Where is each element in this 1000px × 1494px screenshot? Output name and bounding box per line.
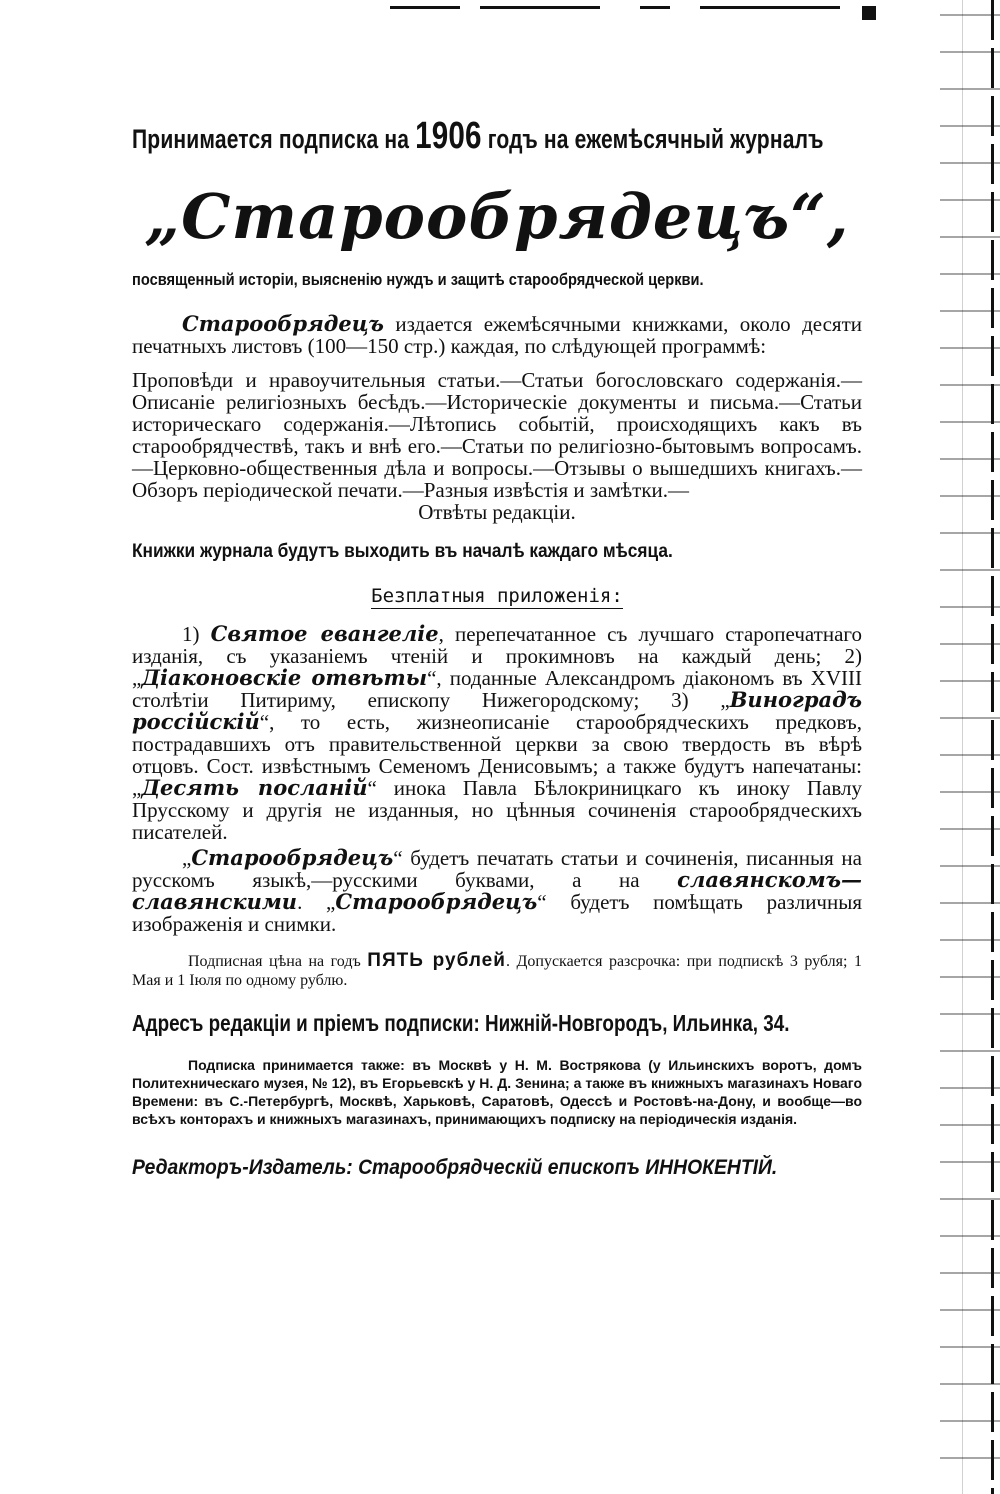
top-scan-dash (640, 6, 670, 9)
price-text: Подписная цѣна на годъ (188, 953, 368, 970)
top-scan-dash (700, 6, 840, 9)
supplement-title: Святое евангеліе (210, 621, 439, 646)
text-run: . „ (297, 890, 336, 914)
supplements-heading (132, 583, 862, 609)
program-paragraph: Проповѣди и нравоучительныя статьи.—Статьи богословскаго содержанія.—Описаніе религіозныхъ бесѣдъ.—Историческіе документы и письма.—Статьи историческаго содержанія.—Лѣтопись событій, происходящихъ какъ въ старообрядчествѣ, такъ и внѣ его.—Статьи по религіозно-бытовымъ вопросамъ.—Церковно-общественныя дѣла и вопросы.—Отзывы о вышедшихъ книгахъ.—Обзоръ періодической печати.—Разныя извѣстія и замѣтки.— (132, 368, 862, 502)
program-last-line: Отвѣты редакціи. (418, 500, 576, 524)
slavonic-phrase: славянскомъ—славянскими (132, 867, 862, 914)
headline-year: 1906 (415, 115, 482, 157)
intro-text: издается ежемѣсячными книжками, около десяти печатныхъ листовъ (100—150 стр.) каждая, по слѣдующей программѣ: (132, 312, 862, 358)
supplements-heading-text: Безплатныя приложенія: (371, 585, 623, 607)
intro-paragraph (132, 313, 862, 357)
text-run: “ будетъ печатать статьи и сочиненія, писанныя на русскомъ языкѣ,—русскими буквами, а на (132, 846, 862, 892)
scan-edge-noise (940, 0, 1000, 1494)
text-run: 1) (182, 622, 211, 646)
text-run: “ инока Павла Бѣлокриницкаго къ иноку Павлу Прусскому и другія не изданныя, но цѣнныя сочиненія старообрядческихъ писателей. (132, 776, 862, 844)
text-run: “, то есть, жизнеописаніе старообрядческихъ предковъ, пострадавшихъ отъ правительственной церкви за свою твердость въ вѣрѣ отцовъ. Сост. извѣстнымъ Семеномъ Денисовымъ; а также будутъ напечатаны: „ (132, 710, 862, 800)
subscription-headline (132, 115, 865, 157)
other-subscription-points: Подписка принимается также: въ Москвѣ у Н. М. Вострякова (у Ильинскихъ воротъ, домъ Политехническаго музея, № 12), въ Егорьевскѣ у Н. Д. Зенина; а также въ книжныхъ магазинахъ Новаго Времени: въ С.-Петербургѣ, Москвѣ, Харьковѣ, Саратовѣ, Одессѣ и Ростовѣ-на-Дону, и вообще—во всѣхъ конторахъ и книжныхъ магазинахъ, принимающихъ подписку на періодическія изданія. (132, 1057, 862, 1127)
supplement-title: Десять посланій (141, 775, 368, 800)
price-amount: ПЯТЬ рублей (367, 950, 506, 971)
top-scan-dash (390, 6, 460, 9)
text-run: “, поданные Александромъ діакономъ въ XVIII столѣтіи Питириму, епископу Нижегородскому; 3) „ (132, 666, 862, 712)
text-run: , перепечатанное съ лучшаго старопечатнаго изданія, съ указаніемъ чтеній и прокимновъ на каждый день; 2) „ (132, 622, 862, 690)
text-run: “ будетъ помѣщать различныя изображенія и снимки. (132, 890, 862, 936)
supplement-title: Діаконовскіе отвѣты (141, 665, 428, 690)
top-scan-dash (862, 6, 876, 20)
text-run: „ (182, 846, 192, 870)
journal-masthead: „Старообрядецъ“, (144, 180, 850, 253)
editorial-address: Адресъ редакціи и пріемъ подписки: Нижній-Новгородъ, Ильинка, 34. (132, 1010, 790, 1036)
books-schedule-note: Книжки журнала будутъ выходить въ началѣ каждаго мѣсяца. (132, 541, 673, 562)
document-content (132, 115, 862, 1182)
journal-dedication: посвященный исторіи, выясненію нуждъ и защитѣ старообрядческой церкви. (132, 270, 704, 289)
language-paragraph (132, 847, 862, 935)
headline-text-start: Принимается подписка на (132, 124, 410, 154)
journal-name: Старообрядецъ (335, 889, 538, 914)
supplement-title: Виноградъ россійскій (132, 687, 862, 734)
journal-name: Старообрядецъ (191, 845, 394, 870)
editor-publisher-line: Редакторъ-Издатель: Старообрядческій епископъ ИННОКЕНТІЙ. (132, 1156, 778, 1179)
price-text: . Допускается разсрочка: при подпискѣ 3 рубля; 1 Мая и 1 Іюля по одному рублю. (132, 953, 862, 989)
supplements-paragraph (132, 623, 862, 843)
journal-name: Старообрядецъ (182, 311, 384, 336)
headline-text-end: годъ на ежемѣсячный журналъ (487, 124, 824, 154)
top-scan-dash (480, 6, 600, 9)
subscription-price (132, 951, 862, 990)
